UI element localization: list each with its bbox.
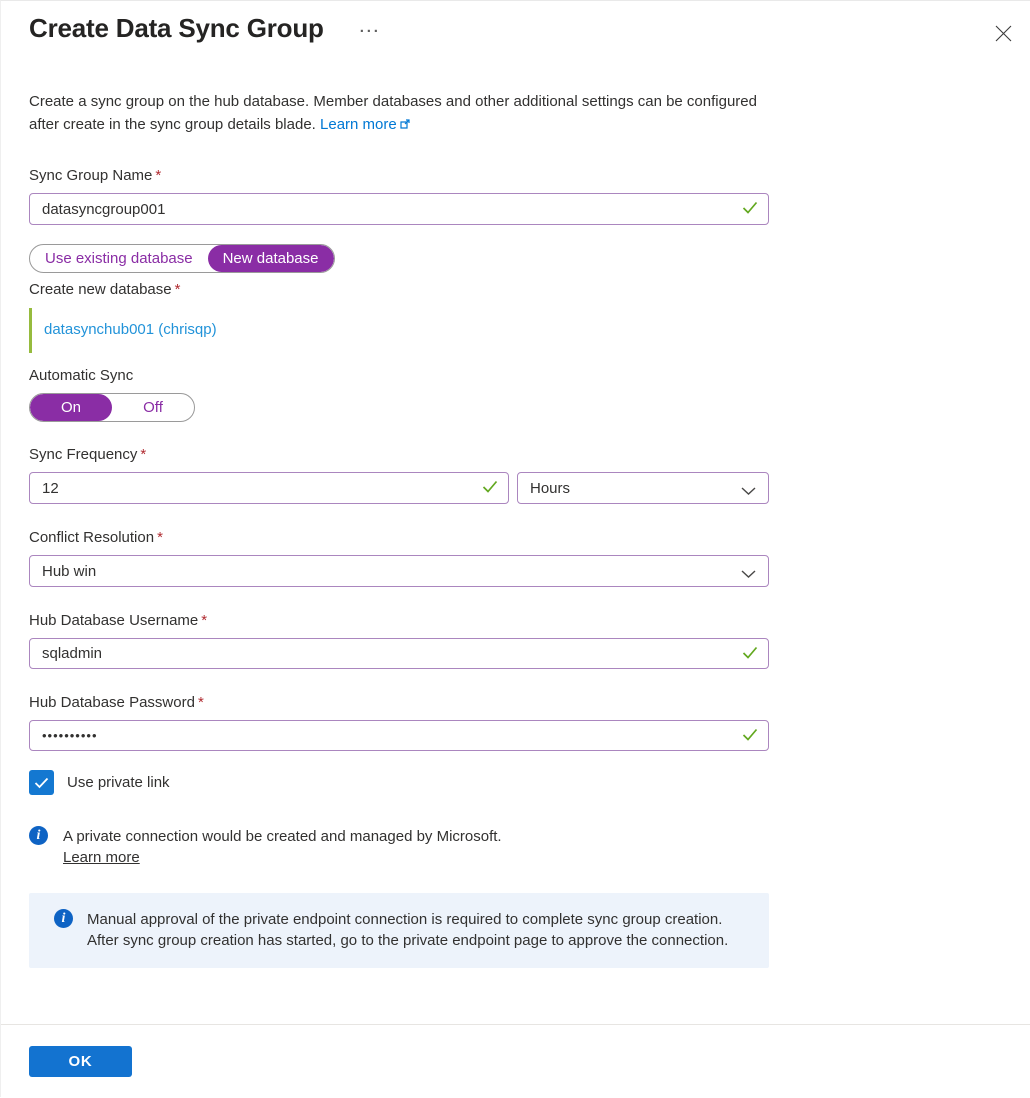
conflict-resolution-value: Hub win — [42, 562, 97, 580]
close-blade-button[interactable] — [990, 20, 1016, 46]
conflict-resolution-label: Conflict Resolution * — [29, 529, 163, 546]
sync-frequency-row — [29, 472, 769, 504]
chevron-down-icon — [741, 483, 756, 500]
sync-group-name-field — [29, 193, 769, 225]
chevron-down-icon — [741, 566, 756, 583]
new-database-option[interactable]: New database — [208, 245, 334, 272]
sync-frequency-input[interactable] — [29, 472, 509, 504]
sync-frequency-unit-dropdown[interactable] — [517, 472, 769, 504]
conflict-resolution-dropdown[interactable] — [29, 555, 769, 587]
required-asterisk: * — [155, 167, 162, 184]
manual-approval-info-box — [29, 893, 769, 968]
blade-footer — [1, 1024, 1030, 1098]
sync-frequency-field — [29, 472, 509, 504]
required-asterisk: * — [201, 612, 208, 629]
valid-check-icon — [742, 646, 758, 665]
blade-header — [29, 1, 797, 44]
hub-database-password-input[interactable] — [29, 720, 769, 751]
create-new-database-label: Create new database * — [29, 281, 181, 298]
automatic-sync-label: Automatic Sync — [29, 367, 134, 384]
new-database-item[interactable] — [29, 308, 429, 353]
use-private-link-row[interactable] — [29, 770, 797, 795]
use-private-link-label: Use private link — [67, 774, 170, 791]
info-icon: i — [54, 909, 73, 928]
private-connection-note — [29, 826, 797, 868]
info-icon: i — [29, 826, 48, 845]
external-link-icon — [400, 113, 410, 136]
new-database-name[interactable]: datasynchub001 (chrisqp) — [44, 321, 217, 338]
valid-check-icon — [742, 728, 758, 747]
sync-group-name-input[interactable] — [29, 193, 769, 225]
sync-frequency-unit-value: Hours — [530, 479, 571, 497]
required-asterisk: * — [157, 529, 163, 546]
required-asterisk: * — [197, 694, 204, 711]
required-asterisk: * — [174, 281, 181, 298]
learn-more-label: Learn more — [320, 116, 397, 133]
sync-frequency-label: Sync Frequency * — [29, 446, 147, 463]
required-asterisk: * — [140, 446, 147, 463]
valid-check-icon — [482, 480, 498, 499]
database-mode-toggle — [29, 244, 335, 273]
hub-database-password-field — [29, 720, 769, 751]
create-data-sync-group-blade — [1, 1, 797, 968]
use-existing-database-option[interactable]: Use existing database — [45, 250, 193, 267]
automatic-sync-off-option[interactable]: Off — [143, 399, 163, 416]
close-icon — [995, 25, 1012, 42]
automatic-sync-toggle — [29, 393, 195, 422]
use-private-link-checkbox[interactable] — [29, 770, 54, 795]
hub-database-password-label: Hub Database Password * — [29, 694, 204, 711]
more-options-icon[interactable]: ··· — [359, 22, 381, 40]
hub-database-username-field — [29, 638, 769, 669]
learn-more-link[interactable] — [320, 116, 410, 133]
hub-database-username-label: Hub Database Username * — [29, 612, 208, 629]
page-title: Create Data Sync Group — [29, 13, 324, 43]
hub-database-username-input[interactable] — [29, 638, 769, 669]
ok-button[interactable]: OK — [29, 1046, 132, 1077]
private-connection-note-text: A private connection would be created and managed by Microsoft. Learn more — [63, 828, 502, 866]
valid-check-icon — [742, 201, 758, 220]
automatic-sync-on-option[interactable]: On — [30, 394, 112, 421]
intro-text — [29, 90, 777, 136]
sync-group-name-label: Sync Group Name * — [29, 167, 162, 184]
intro-description: Create a sync group on the hub database. Member databases and other additional settings can be configured after create in the sync group details blade. — [29, 93, 757, 133]
manual-approval-text: Manual approval of the private endpoint connection is required to complete sync group creation. After sync group creation has started, go to the private endpoint page to approve the connection. — [87, 911, 729, 949]
note-learn-more-link[interactable]: Learn more — [63, 849, 140, 866]
